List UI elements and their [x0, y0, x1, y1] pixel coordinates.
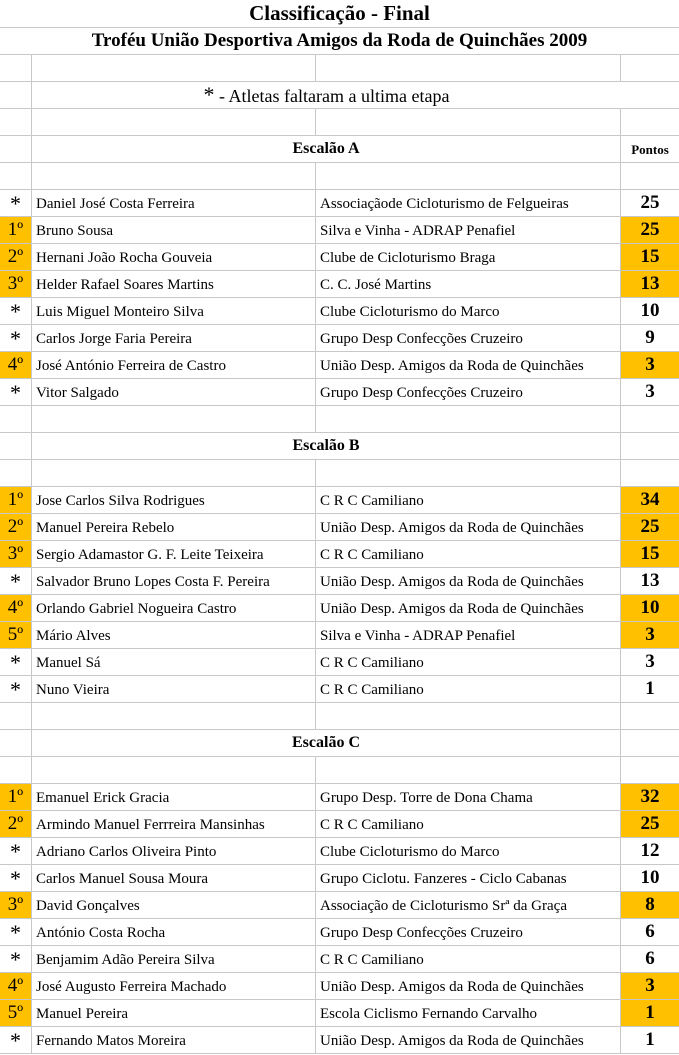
points-cell: 12: [640, 840, 660, 861]
athlete-name: Salvador Bruno Lopes Costa F. Pereira: [32, 568, 316, 594]
points-cell: 25: [621, 811, 679, 837]
table-row: [0, 865, 679, 892]
category-title: Escalão C: [32, 730, 621, 756]
table-row: [0, 568, 679, 595]
place-cell: 1º: [0, 487, 32, 513]
points-cell: 34: [621, 487, 679, 513]
category-header-row: [0, 730, 679, 757]
points-cell: 6: [645, 948, 655, 969]
athlete-name: Fernando Matos Moreira: [32, 1027, 316, 1053]
place-cell: 2º: [0, 811, 32, 837]
club-name: Escola Ciclismo Fernando Carvalho: [316, 1000, 621, 1026]
table-row: [0, 811, 679, 838]
club-name: Grupo Ciclotu. Fanzeres - Ciclo Cabanas: [316, 865, 621, 891]
place-cell: *: [0, 568, 32, 594]
categories-container: [0, 136, 679, 1054]
athlete-name: Luis Miguel Monteiro Silva: [32, 298, 316, 324]
points-column-header: Pontos: [631, 142, 669, 157]
category-header-row: [0, 433, 679, 460]
athlete-name: Carlos Manuel Sousa Moura: [32, 865, 316, 891]
club-name: C. C. José Martins: [316, 271, 621, 297]
athlete-name: David Gonçalves: [32, 892, 316, 918]
place-cell: 2º: [0, 244, 32, 270]
points-cell: 1: [621, 1000, 679, 1026]
spacer-row: [0, 109, 679, 136]
place-cell: 3º: [0, 541, 32, 567]
spacer-row: [0, 55, 679, 82]
points-cell: 13: [621, 271, 679, 297]
place-cell: *: [0, 865, 32, 891]
points-cell: 9: [645, 327, 655, 348]
legend-text: - Atletas faltaram a ultima etapa: [214, 86, 450, 106]
points-cell: 13: [640, 570, 660, 591]
place-cell: *: [0, 298, 32, 324]
place-cell: *: [0, 919, 32, 945]
table-row: [0, 244, 679, 271]
legend-note: [32, 82, 621, 108]
spacer-row: [0, 460, 679, 487]
athlete-name: António Costa Rocha: [32, 919, 316, 945]
table-row: [0, 487, 679, 514]
place-cell: 4º: [0, 352, 32, 378]
club-name: Silva e Vinha - ADRAP Penafiel: [316, 217, 621, 243]
points-cell: 3: [621, 973, 679, 999]
club-name: C R C Camiliano: [316, 676, 621, 702]
points-cell: 8: [621, 892, 679, 918]
athlete-name: Manuel Sá: [32, 649, 316, 675]
athlete-name: Manuel Pereira: [32, 1000, 316, 1026]
table-row: [0, 838, 679, 865]
place-cell: *: [0, 379, 32, 405]
athlete-name: José Augusto Ferreira Machado: [32, 973, 316, 999]
place-cell: 2º: [0, 514, 32, 540]
table-row: [0, 325, 679, 352]
table-row: [0, 271, 679, 298]
points-cell: 10: [640, 300, 660, 321]
athlete-name: Armindo Manuel Ferrreira Mansinhas: [32, 811, 316, 837]
table-row: [0, 946, 679, 973]
club-name: União Desp. Amigos da Roda de Quinchães: [316, 973, 621, 999]
club-name: Clube de Cicloturismo Braga: [316, 244, 621, 270]
points-cell: 10: [640, 867, 660, 888]
place-cell: 5º: [0, 622, 32, 648]
points-cell: 25: [640, 192, 660, 213]
club-name: Associação de Cicloturismo Srª da Graça: [316, 892, 621, 918]
club-name: União Desp. Amigos da Roda de Quinchães: [316, 514, 621, 540]
club-name: Silva e Vinha - ADRAP Penafiel: [316, 622, 621, 648]
category-header-row: [0, 136, 679, 163]
club-name: C R C Camiliano: [316, 811, 621, 837]
points-cell: 1: [645, 678, 655, 699]
club-name: União Desp. Amigos da Roda de Quinchães: [316, 1027, 621, 1053]
place-cell: 1º: [0, 784, 32, 810]
points-cell: 6: [645, 921, 655, 942]
place-cell: 5º: [0, 1000, 32, 1026]
table-row: [0, 352, 679, 379]
athlete-name: Nuno Vieira: [32, 676, 316, 702]
athlete-name: Sergio Adamastor G. F. Leite Teixeira: [32, 541, 316, 567]
spacer-row: [0, 757, 679, 784]
club-name: Grupo Desp Confecções Cruzeiro: [316, 325, 621, 351]
club-name: C R C Camiliano: [316, 946, 621, 972]
club-name: Grupo Desp Confecções Cruzeiro: [316, 379, 621, 405]
table-row: [0, 622, 679, 649]
athlete-name: Mário Alves: [32, 622, 316, 648]
place-cell: *: [0, 190, 32, 216]
points-cell: 25: [621, 217, 679, 243]
points-cell: 10: [621, 595, 679, 621]
spacer-row: [0, 163, 679, 190]
category-title: Escalão A: [32, 136, 621, 162]
spacer-row: [0, 703, 679, 730]
athlete-name: Orlando Gabriel Nogueira Castro: [32, 595, 316, 621]
spacer-row: [0, 406, 679, 433]
club-name: C R C Camiliano: [316, 487, 621, 513]
table-row: [0, 379, 679, 406]
athlete-name: Adriano Carlos Oliveira Pinto: [32, 838, 316, 864]
table-row: [0, 217, 679, 244]
place-cell: *: [0, 946, 32, 972]
club-name: Associaçãode Cicloturismo de Felgueiras: [316, 190, 621, 216]
athlete-name: José António Ferreira de Castro: [32, 352, 316, 378]
table-row: [0, 1027, 679, 1054]
legend-star: *: [203, 82, 215, 107]
club-name: C R C Camiliano: [316, 649, 621, 675]
place-cell: 3º: [0, 271, 32, 297]
club-name: União Desp. Amigos da Roda de Quinchães: [316, 595, 621, 621]
table-row: [0, 676, 679, 703]
points-cell: 3: [645, 381, 655, 402]
table-row: [0, 541, 679, 568]
place-cell: *: [0, 325, 32, 351]
club-name: União Desp. Amigos da Roda de Quinchães: [316, 568, 621, 594]
points-cell: 3: [645, 651, 655, 672]
athlete-name: Jose Carlos Silva Rodrigues: [32, 487, 316, 513]
points-cell: 25: [621, 514, 679, 540]
page-title: Classificação - Final: [0, 0, 679, 28]
table-row: [0, 919, 679, 946]
club-name: C R C Camiliano: [316, 541, 621, 567]
table-row: [0, 892, 679, 919]
points-cell: 15: [621, 244, 679, 270]
place-cell: 1º: [0, 217, 32, 243]
athlete-name: Vitor Salgado: [32, 379, 316, 405]
athlete-name: Emanuel Erick Gracia: [32, 784, 316, 810]
table-row: [0, 784, 679, 811]
place-cell: *: [0, 649, 32, 675]
club-name: Grupo Desp Confecções Cruzeiro: [316, 919, 621, 945]
legend-row: [0, 82, 679, 109]
table-row: [0, 595, 679, 622]
table-row: [0, 190, 679, 217]
athlete-name: Benjamim Adão Pereira Silva: [32, 946, 316, 972]
place-cell: 3º: [0, 892, 32, 918]
place-cell: *: [0, 676, 32, 702]
club-name: Grupo Desp. Torre de Dona Chama: [316, 784, 621, 810]
athlete-name: Helder Rafael Soares Martins: [32, 271, 316, 297]
athlete-name: Bruno Sousa: [32, 217, 316, 243]
athlete-name: Daniel José Costa Ferreira: [32, 190, 316, 216]
page-subtitle: Troféu União Desportiva Amigos da Roda de Quinchães 2009: [0, 28, 679, 55]
athlete-name: Hernani João Rocha Gouveia: [32, 244, 316, 270]
category-title: Escalão B: [32, 433, 621, 459]
athlete-name: Manuel Pereira Rebelo: [32, 514, 316, 540]
points-cell: 32: [621, 784, 679, 810]
club-name: Clube Cicloturismo do Marco: [316, 298, 621, 324]
points-cell: 15: [621, 541, 679, 567]
table-row: [0, 973, 679, 1000]
points-cell: 3: [621, 622, 679, 648]
place-cell: *: [0, 1027, 32, 1053]
table-row: [0, 649, 679, 676]
place-cell: 4º: [0, 595, 32, 621]
points-cell: 1: [645, 1029, 655, 1050]
table-row: [0, 1000, 679, 1027]
place-cell: *: [0, 838, 32, 864]
points-cell: 3: [621, 352, 679, 378]
athlete-name: Carlos Jorge Faria Pereira: [32, 325, 316, 351]
place-cell: 4º: [0, 973, 32, 999]
table-row: [0, 298, 679, 325]
club-name: União Desp. Amigos da Roda de Quinchães: [316, 352, 621, 378]
table-row: [0, 514, 679, 541]
club-name: Clube Cicloturismo do Marco: [316, 838, 621, 864]
